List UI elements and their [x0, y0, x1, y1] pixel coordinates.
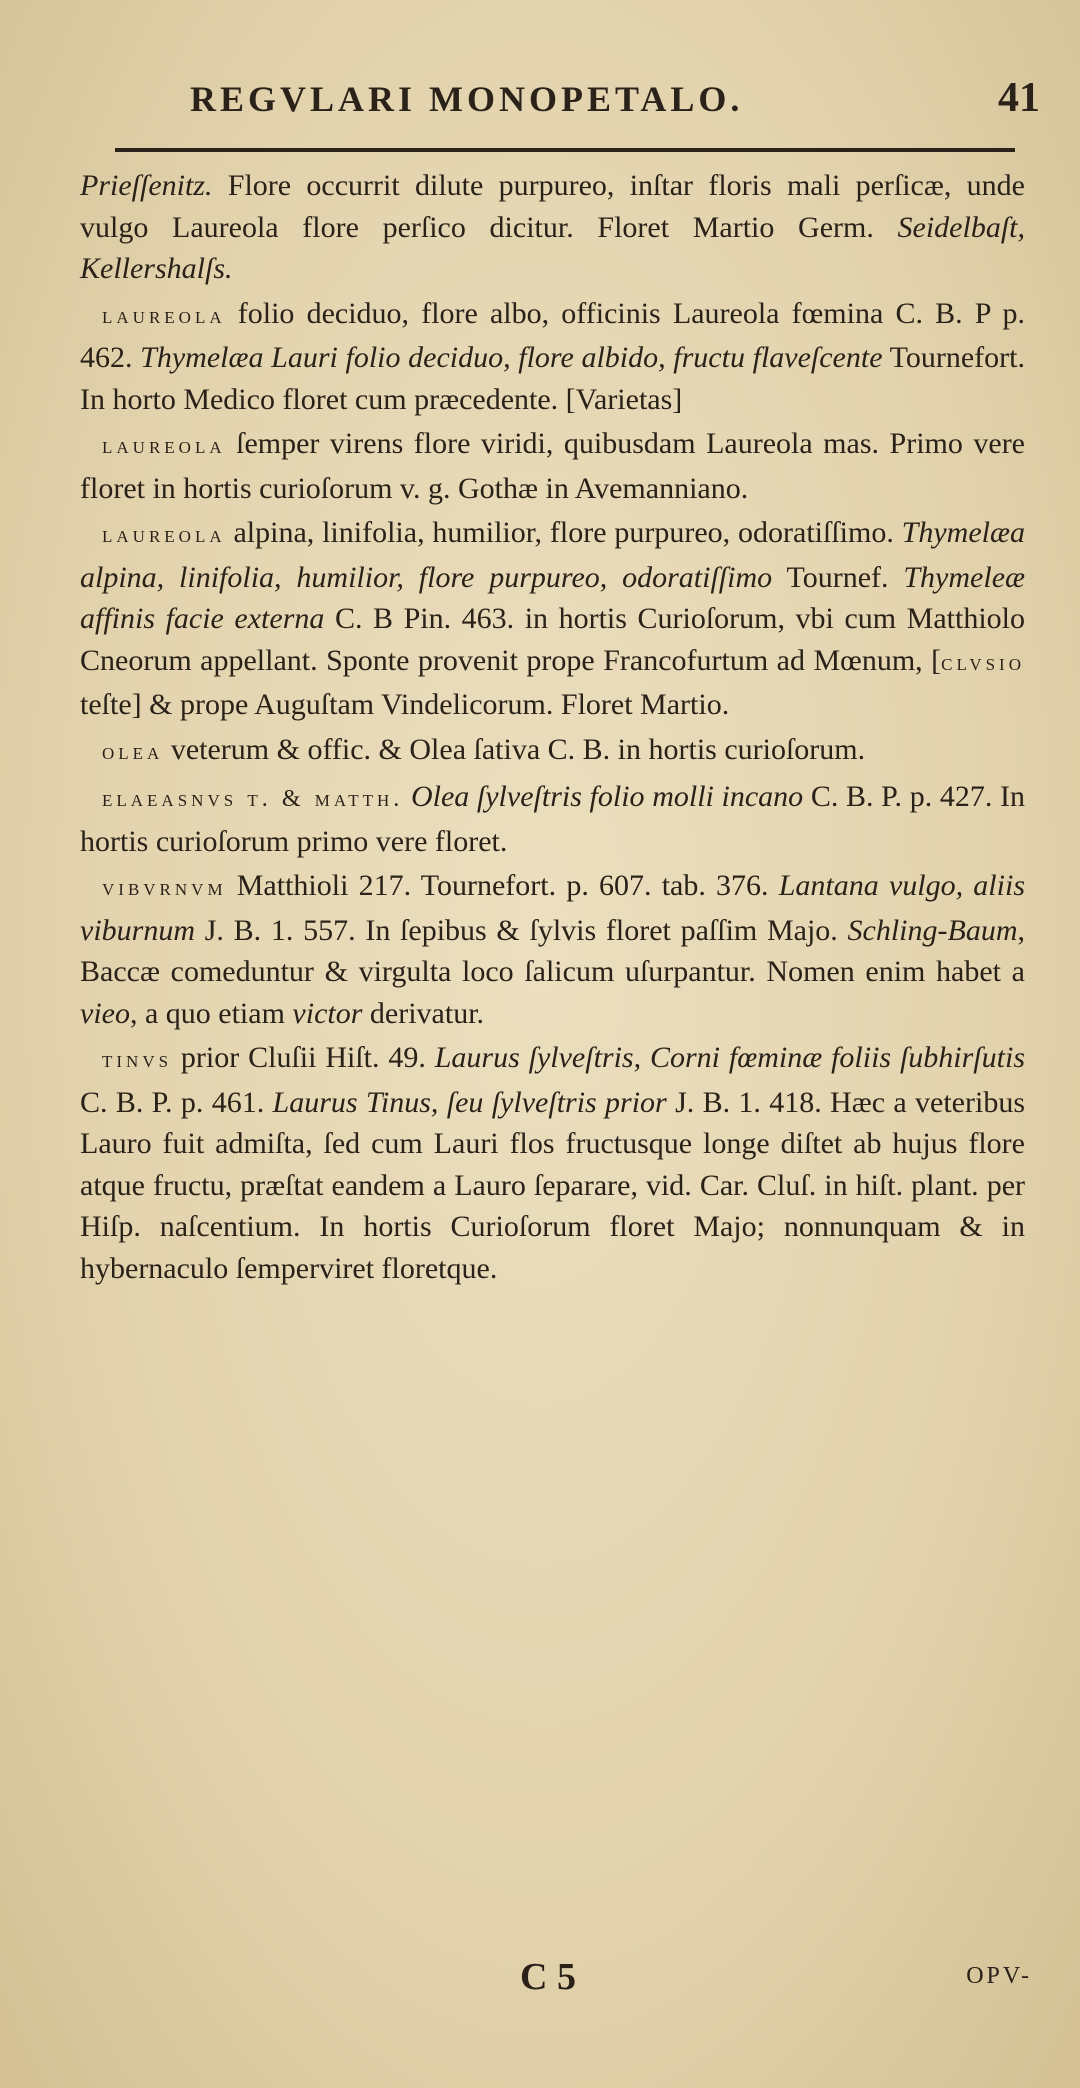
- running-title: REGVLARI MONOPETALO.: [190, 79, 744, 119]
- roman-text: teſte] & prope Auguſtam Vindelicorum. Floret Martio.: [80, 688, 730, 721]
- italic-text: Seidelbaſt, Kellershalſs.: [80, 210, 1025, 285]
- roman-text: Tournefort. In horto Medico floret cum præcedente. [Varietas]: [80, 341, 1025, 416]
- small-caps-heading: elaeasnvs t. & matth.: [102, 786, 404, 812]
- paragraph-laureola-alpina: [80, 512, 1025, 726]
- roman-text: J. B. 1. 557. In ſepibus & ſylvis floret paſſim Majo.: [195, 913, 848, 947]
- roman-text: derivatur.: [362, 996, 485, 1030]
- small-caps-heading: laureola: [102, 522, 226, 548]
- roman-text: veterum & offic. & Olea ſativa C. B. in hortis curioſorum.: [163, 732, 866, 766]
- italic-text: Thymelæa Lauri folio deciduo, flore albido, fructu flaveſcente: [140, 341, 883, 374]
- italic-text: victor: [292, 996, 363, 1030]
- roman-text: ſemper virens flore viridi, quibusdam Laureola mas. Primo vere floret in hortis curioſorum v. g. Gothæ in Avemanniano.: [80, 427, 1025, 505]
- roman-text: C. B. P. p. 427. In hortis curioſorum primo vere floret.: [80, 780, 1026, 858]
- signature-mark: C 5: [520, 1956, 576, 1998]
- paragraph-laureola-folio-deciduo: [80, 293, 1025, 421]
- small-caps-heading: clvsio: [941, 649, 1025, 676]
- page-number: 41: [998, 75, 1040, 121]
- roman-text: Tournef.: [772, 560, 904, 594]
- page-header: [80, 75, 1040, 138]
- italic-text: Laurus ſylveſtris, Corni fœminæ foliis ſubhirſutis: [434, 1041, 1025, 1074]
- paragraph-priessenitz: [80, 165, 1025, 290]
- italic-text: Schling-Baum: [847, 913, 1018, 947]
- roman-text: Matthioli 217. Tournefort. p. 607. tab. 376.: [226, 869, 779, 902]
- roman-text: Flore occurrit dilute purpureo, inſtar floris mali perſicæ, unde vulgo Laureola flore perſico dicitur. Floret Martio Germ.: [80, 169, 1025, 244]
- paragraph-tinus: [80, 1037, 1025, 1289]
- roman-text: alpina, linifolia, humilior, flore purpureo, odoratiſſimo.: [225, 516, 902, 549]
- italic-text: Prieſſenitz.: [80, 169, 213, 202]
- italic-text: Olea ſylveſtris folio molli incano: [410, 780, 804, 813]
- roman-text: folio deciduo, flore albo, officinis Laureola fœmina C. B. P p. 462.: [80, 296, 1025, 374]
- small-caps-heading: laureola: [102, 433, 226, 459]
- roman-text: C. B. P. p. 461.: [80, 1085, 273, 1119]
- catchword: OPV-: [966, 1963, 1032, 1989]
- roman-text: , Baccæ comeduntur & virgulta loco ſalicum uſurpantur. Nomen enim habet a: [80, 913, 1025, 988]
- roman-text: J. B. 1. 418. Hæc a veteribus Lauro fuit admiſta, ſed cum Lauri flos fructusque longe diſtet ab hujus flore atque fructu, præſtat eandem a Lauro ſeparare, vid. Car. Cluſ. in hiſt. plant. per Hiſp. naſcentium. In hortis Curioſorum floret Majo; nonnunquam & in hybernaculo ſemperviret floretque.: [80, 1085, 1025, 1285]
- header-rule: [115, 148, 1015, 152]
- italic-text: vieo: [80, 996, 130, 1030]
- page-footer: [0, 1955, 1080, 2015]
- paragraph-olea: [80, 729, 1025, 774]
- roman-text: [403, 780, 411, 813]
- roman-text: , a quo etiam: [129, 996, 293, 1030]
- small-caps-heading: laureola: [102, 302, 226, 329]
- body-text: [80, 165, 1025, 1292]
- italic-text: Thymelæa alpina, linifolia, humilior, flore purpureo, odoratiſſimo: [80, 516, 1025, 594]
- small-caps-heading: tinvs: [102, 1047, 173, 1073]
- roman-text: prior Cluſii Hiſt. 49.: [172, 1041, 435, 1074]
- italic-text: Thymeleæ affinis facie externa: [80, 560, 1026, 635]
- small-caps-heading: olea: [102, 738, 164, 765]
- italic-text: Lantana vulgo, aliis viburnum: [80, 869, 1025, 947]
- paragraph-elaeagnus: [80, 776, 1025, 862]
- italic-text: Laurus Tinus, ſeu ſylveſtris prior: [272, 1085, 667, 1119]
- paragraph-laureola-semper-virens: [80, 423, 1025, 509]
- small-caps-heading: vibvrnvm: [102, 875, 227, 901]
- roman-text: C. B Pin. 463. in hortis Curioſorum, vbi cum Matthiolo Cneorum appellant. Sponte provenit prope Francofurtum ad Mœnum, [: [80, 602, 1025, 677]
- paragraph-viburnum: [80, 865, 1025, 1034]
